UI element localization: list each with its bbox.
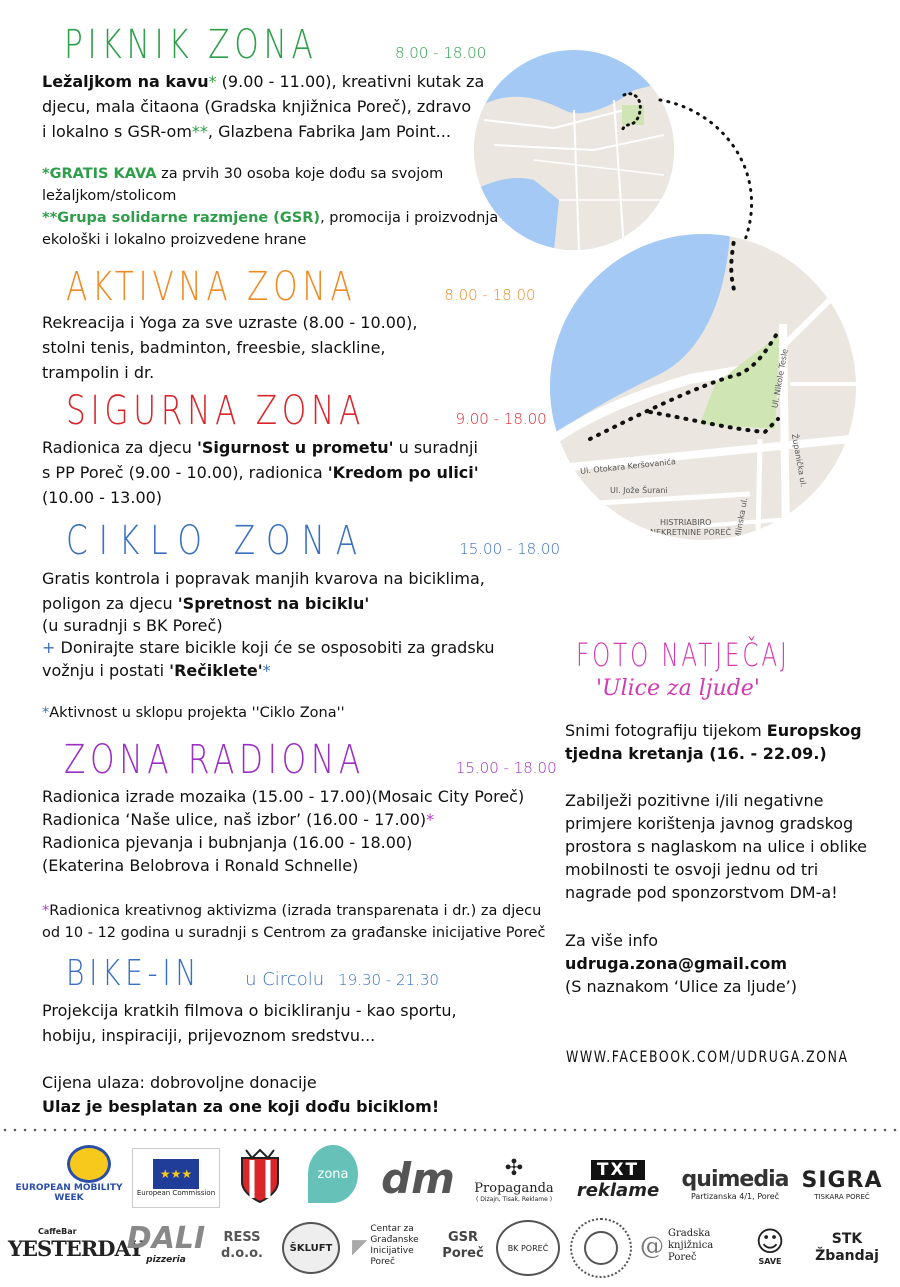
zone-time: 8.00 - 18.00 — [394, 44, 487, 62]
bold-text: 'Spretnost na biciklu' — [177, 594, 370, 613]
bikein-line1: Projekcija kratkih filmova o bicikliranju - kao sportu, — [42, 1001, 457, 1020]
ress-logo: RESS d.o.o. — [221, 1230, 263, 1261]
logo-subtext: pizzeria — [146, 1255, 186, 1265]
propaganda-logo — [470, 1150, 558, 1210]
foto-p2-line3: prostora s naglaskom na ulice i oblike — [565, 837, 867, 856]
logo-subtext: ( Dizajn, Tisak, Reklame ) — [475, 1196, 553, 1203]
quimedia-logo — [676, 1162, 794, 1206]
logo-text: Gradska knjižnica Poreč — [668, 1228, 714, 1263]
street-label: Ul. Nikole Tesle — [770, 348, 790, 409]
facebook-link-text[interactable]: WWW.FACEBOOK.COM/UDRUGA.ZONA — [566, 1047, 849, 1066]
zone-time: 8.00 - 18.00 — [444, 286, 536, 304]
zone-name: BIKE-IN — [66, 953, 202, 994]
star-mark: * — [262, 661, 271, 680]
text: Donirajte stare bicikle koji će se osposobiti za gradsku — [55, 638, 495, 657]
ciklo-line4 — [42, 635, 495, 660]
piknik-zona-title — [64, 22, 486, 68]
logo-text: SIGRA — [801, 1167, 883, 1193]
piknik-line3 — [42, 119, 451, 144]
ciklo-line1: Gratis kontrola i popravak manjih kvarova na biciklima, — [42, 569, 485, 588]
piknik-note2-line2: ekološki i lokalno proizvedene hrane — [42, 232, 307, 248]
text: Radionica za djecu — [42, 438, 197, 457]
ciklo-line5 — [42, 658, 271, 683]
foto-email[interactable]: udruga.zona@gmail.com — [565, 954, 788, 973]
star-mark: ** — [191, 122, 208, 141]
text: za prvih 30 osoba koje dođu sa svojom — [156, 166, 444, 182]
radiona-line1: Radionica izrade mozaika (15.00 - 17.00)(Mosaic City Poreč) — [42, 787, 525, 806]
foto-title — [576, 636, 873, 674]
bold-text: **Grupa solidarne razmjene (GSR) — [42, 210, 321, 226]
sigurna-line2 — [42, 460, 479, 485]
bold-text: Ležaljkom na kavu — [42, 72, 209, 91]
text: Radionica kreativnog aktivizma (izrada transparenata i dr.) za djecu — [49, 903, 542, 919]
text: , promocija i proizvodnja — [320, 210, 499, 226]
foto-p2-line1: Zabilježi pozitivne i/ili negativne — [565, 791, 824, 810]
txt-reklame-logo — [572, 1150, 664, 1210]
foto-p1-line1 — [565, 718, 862, 743]
zona-logo: zona — [308, 1145, 358, 1203]
gradska-knjiznica-logo — [640, 1222, 728, 1270]
dali-logo — [126, 1220, 206, 1268]
foto-p2-line4: mobilnosti te osvoji jednu od tri — [565, 860, 819, 879]
logo-subtext: Partizanska 4/1, Poreč — [690, 1192, 780, 1201]
street-label: Mlinska ul. — [733, 496, 750, 540]
text: Aktivnost u sklopu projekta ''Ciklo Zona'' — [49, 705, 345, 721]
coat-of-arms-icon — [238, 1148, 282, 1204]
small-map-graphic — [474, 50, 674, 250]
stk-logo: STK Žbandaj — [815, 1231, 879, 1264]
radiona-zona-title — [64, 737, 557, 783]
zone-name: CIKLO ZONA — [66, 518, 369, 564]
street-label: Ul. Otokara Keršovanića — [579, 457, 677, 476]
text: vožnju i postati — [42, 661, 170, 680]
star-mark: * — [208, 72, 217, 91]
text: u suradnji — [393, 438, 478, 457]
logo-subtext: reklame — [576, 1179, 660, 1201]
sigurna-zona-title — [66, 388, 547, 434]
yesterday-logo — [8, 1222, 143, 1266]
foto-note: (S naznakom ‘Ulice za ljude’) — [565, 977, 797, 996]
sigurna-line1 — [42, 435, 478, 460]
bikein-title — [66, 953, 439, 994]
foto-title-text: FOTO NATJEČAJ — [576, 636, 790, 674]
text: , Glazbena Fabrika Jam Point... — [207, 122, 451, 141]
foto-p1-line2: tjedna kretanja (16. - 22.09.) — [565, 744, 827, 763]
bikein-price: Cijena ulaza: dobrovoljne donacije — [42, 1073, 317, 1092]
zone-name: ZONA RADIONA — [64, 737, 365, 783]
flower-icon — [67, 1145, 111, 1183]
radiona-line3: Radionica pjevanja i bubnjanja (16.00 - 18.00) — [42, 833, 413, 852]
skluft-logo: ŠKLUFT — [282, 1222, 340, 1274]
logo-text: European Commission — [136, 1188, 216, 1197]
european-commission-logo — [132, 1148, 220, 1208]
text: s PP Poreč (9.00 - 10.00), radionica — [42, 463, 328, 482]
star-mark: * — [42, 705, 50, 721]
pinwheel-icon: ✣ — [504, 1156, 524, 1181]
cgi-icon: ◤ — [352, 1233, 368, 1258]
zone-time: 15.00 - 18.00 — [459, 540, 561, 558]
street-label: Županička ul. — [789, 433, 809, 488]
street-label: Ul. Jože Šurani — [610, 486, 668, 495]
bk-porec-logo: BK POREČ — [496, 1220, 560, 1276]
text: poligon za djecu — [42, 594, 178, 613]
foto-p2-line2: primjere korištenja javnog gradskog — [565, 814, 854, 833]
aktivna-line1: Rekreacija i Yoga za sve uzraste (8.00 - 10.00), — [42, 313, 418, 332]
logo-text: EUROPEAN MOBILITY WEEK — [15, 1183, 123, 1203]
dm-logo: dm — [381, 1153, 455, 1203]
bikein-line2: hobiju, inspiraciji, prijevoznom sredstvu... — [42, 1026, 376, 1045]
logo-subtext: CaffeBar — [38, 1227, 77, 1236]
zone-name: SIGURNA ZONA — [66, 388, 366, 434]
logo-text: YESTERDAY — [8, 1236, 143, 1261]
aktivna-line3: trampolin i dr. — [42, 363, 155, 382]
facebook-link[interactable] — [566, 1047, 900, 1066]
bold-text: 'Rečiklete' — [169, 661, 263, 680]
piknik-note1 — [42, 163, 443, 185]
star-mark: * — [426, 810, 435, 829]
logo-text: DALI — [126, 1221, 206, 1256]
radiona-note-line2: od 10 - 12 godina u suradnji s Centrom za građanske inicijative Poreč — [42, 925, 546, 941]
zone-name: AKTIVNA ZONA — [66, 264, 357, 310]
dotted-divider — [0, 1128, 900, 1132]
logo-subtext: TISKARA POREČ — [814, 1192, 870, 1201]
zone-name: PIKNIK ZONA — [64, 22, 318, 68]
zone-time: 9.00 - 18.00 — [455, 410, 547, 428]
bold-text: *GRATIS KAVA — [42, 166, 157, 182]
gsr-logo: GSR Poreč — [442, 1230, 484, 1261]
bold-text: Europskog — [766, 721, 862, 740]
logo-text: quimedia — [681, 1167, 789, 1192]
bold-text: 'Kredom po ulici' — [327, 463, 479, 482]
save-icon: ☺ — [755, 1224, 785, 1258]
ciklo-line3: (u suradnji s BK Poreč) — [42, 616, 223, 635]
star-mark: * — [42, 903, 50, 919]
text: i lokalno s GSR-om — [42, 122, 192, 141]
eu-flag-icon: ★★★ — [153, 1159, 199, 1189]
ciklo-note — [42, 702, 345, 724]
large-map — [550, 234, 856, 540]
save-logo — [738, 1220, 802, 1272]
plus-mark: + — [42, 638, 56, 657]
logo-text: SAVE — [758, 1256, 782, 1266]
foto-p2-line5: nagrade pod sponzorstvom DM-a! — [565, 883, 838, 902]
text: (9.00 - 11.00), kreativni kutak za — [216, 72, 485, 91]
small-map — [474, 50, 674, 250]
logo-text: Propaganda — [474, 1181, 554, 1196]
foto-subtitle: 'Ulice za ljude' — [596, 676, 760, 701]
piknik-note1-line2: ležaljkom/stolicom — [42, 188, 177, 204]
sigra-logo — [800, 1162, 884, 1206]
aktivna-zona-title — [66, 264, 536, 310]
radiona-note-line1 — [42, 900, 541, 922]
seal-logo — [570, 1218, 632, 1278]
cgi-logo — [352, 1222, 432, 1270]
porec-coat-of-arms — [236, 1146, 284, 1206]
text: Radionica ‘Naše ulice, naš izbor’ (16.00 - 17.00) — [42, 810, 427, 829]
radiona-line2 — [42, 807, 434, 832]
logo-text: Centar za Građanske Inicijative Poreč — [370, 1224, 419, 1267]
radiona-line4: (Ekaterina Belobrova i Ronald Schnelle) — [42, 856, 359, 875]
poi-label: HISTRIABIRO — [660, 518, 712, 527]
ciklo-zona-title — [66, 518, 560, 564]
piknik-line2: djecu, mala čitaona (Gradska knjižnica Poreč), zdravo — [42, 97, 472, 116]
logo-text: TXT — [591, 1160, 645, 1180]
piknik-note2 — [42, 207, 498, 229]
bikein-free: Ulaz je besplatan za one koji dođu biciklom! — [42, 1097, 440, 1116]
zone-subtitle: u Circolu — [245, 969, 325, 990]
piknik-line1 — [42, 69, 484, 94]
text: Snimi fotografiju tijekom — [565, 721, 767, 740]
european-mobility-week-logo — [10, 1145, 128, 1203]
large-map-graphic — [550, 234, 856, 540]
bold-text: 'Sigurnost u prometu' — [197, 438, 394, 457]
aktivna-line2: stolni tenis, badminton, freesbie, slackline, — [42, 338, 386, 357]
sigurna-line3: (10.00 - 13.00) — [42, 488, 163, 507]
zone-time: 19.30 - 21.30 — [338, 971, 439, 989]
zone-time: 15.00 - 18.00 — [455, 759, 557, 777]
seal-icon — [584, 1231, 618, 1265]
foto-info: Za više info — [565, 931, 659, 950]
spiral-icon: @ — [640, 1232, 664, 1260]
poi-label: NEKRETNINE POREČ — [650, 528, 732, 537]
